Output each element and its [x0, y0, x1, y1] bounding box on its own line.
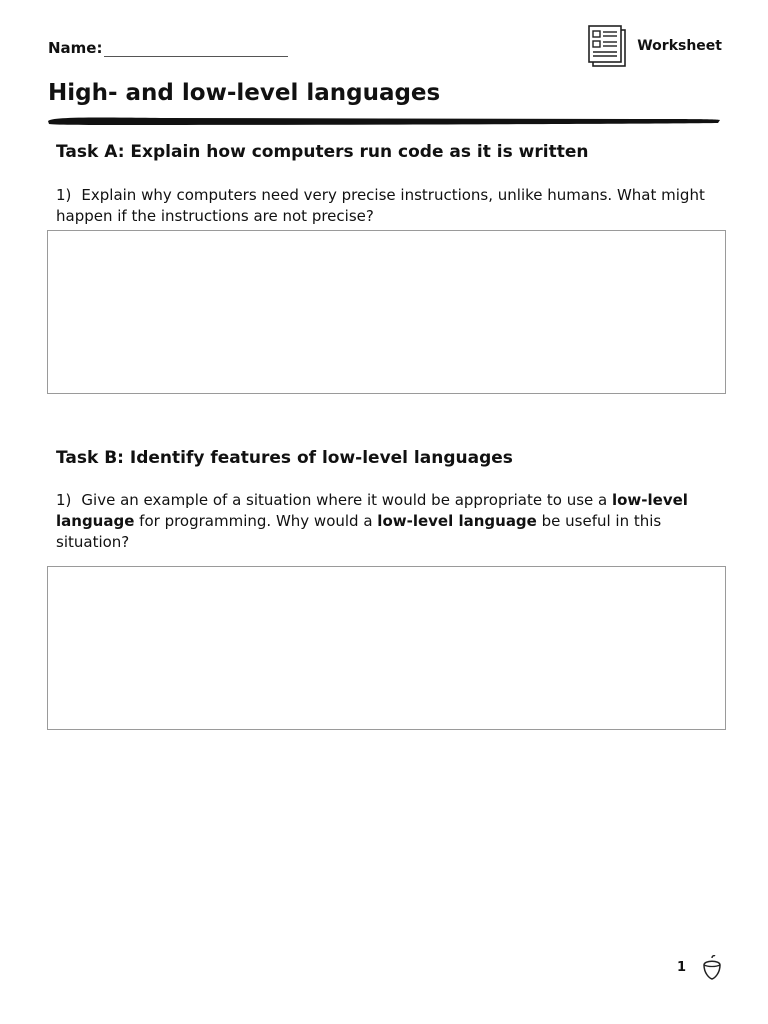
- question-text-part1: Give an example of a situation where it would be appropriate to use a: [81, 491, 612, 509]
- worksheet-icon: [587, 24, 629, 68]
- question-number: 1): [56, 491, 72, 509]
- task-a-question: [56, 185, 716, 227]
- question-bold-term: low-level language: [56, 491, 688, 530]
- name-label: Name:: [48, 39, 103, 57]
- name-row: [48, 34, 288, 57]
- task-a-answer-box[interactable]: [47, 230, 726, 394]
- question-text-part3: be useful in this situation?: [56, 512, 662, 551]
- task-b-question: [56, 490, 716, 553]
- worksheet-badge: [587, 24, 722, 68]
- task-a-heading: Task A: Explain how computers run code as it is written: [56, 142, 589, 162]
- task-b-answer-box[interactable]: [47, 566, 726, 730]
- name-field[interactable]: [104, 34, 288, 57]
- question-text-part2: for programming. Why would a: [134, 512, 378, 530]
- page-number: 1: [677, 960, 687, 975]
- acorn-logo-icon: [700, 955, 724, 981]
- question-text: Explain why computers need very precise instructions, unlike humans. What might happen if the instructions are not precise?: [56, 186, 705, 225]
- worksheet-label: Worksheet: [637, 38, 722, 54]
- question-bold-term: low-level language: [377, 512, 537, 530]
- title-underline: [46, 115, 722, 127]
- page-title: High- and low-level languages: [48, 80, 441, 106]
- task-b-heading: Task B: Identify features of low-level languages: [56, 448, 513, 468]
- question-number: 1): [56, 186, 72, 204]
